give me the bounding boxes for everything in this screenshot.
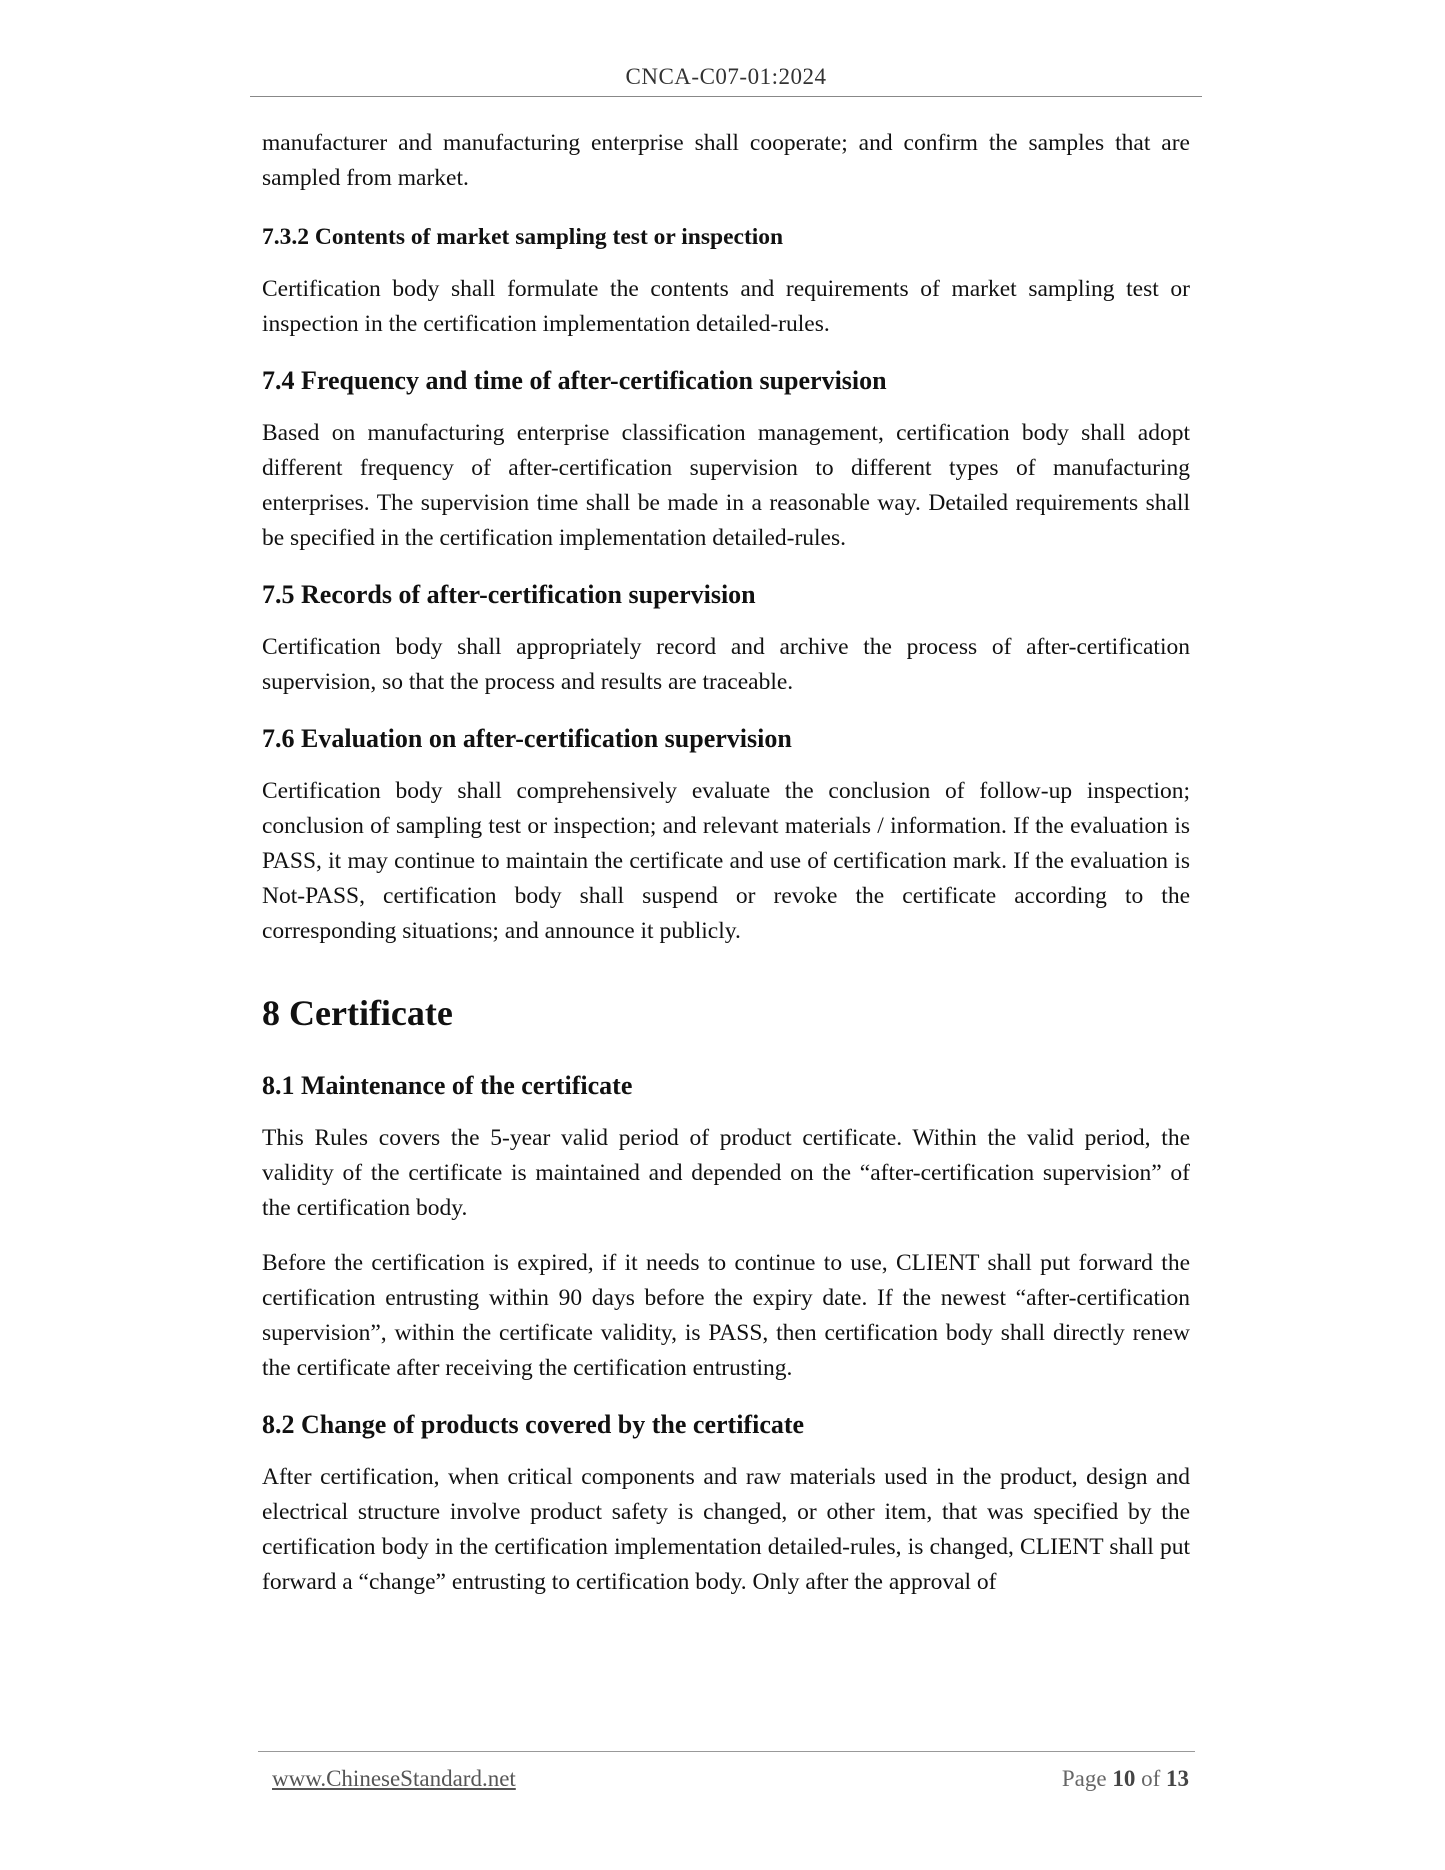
footer-divider: [258, 1751, 1195, 1752]
paragraph-8-1-b: Before the certification is expired, if it needs to continue to use, CLIENT shall put forward the certification entrusting within 90 days before the expiry date. If the newest “after-certification supervision”, within the certificate validity, is PASS, then certification body shall directly renew the certificate after receiving the certification entrusting.: [262, 1250, 1190, 1381]
page-total: 13: [1166, 1766, 1189, 1791]
page-word: Page: [1061, 1766, 1107, 1791]
heading-7-6: 7.6 Evaluation on after-certification supervision: [262, 724, 792, 753]
heading-8-1: 8.1 Maintenance of the certificate: [262, 1071, 633, 1100]
heading-8-2: 8.2 Change of products covered by the certificate: [262, 1410, 805, 1439]
page-content: [262, 126, 1190, 1600]
paragraph-7-5: Certification body shall appropriately record and archive the process of after-certification supervision, so that the process and results are traceable.: [262, 634, 1190, 695]
footer-website-link[interactable]: www.ChineseStandard.net: [272, 1766, 516, 1791]
page-number: [1062, 1766, 1189, 1792]
document-code-header: CNCA-C07-01:2024: [625, 64, 827, 89]
heading-7-4: 7.4 Frequency and time of after-certification supervision: [262, 366, 887, 395]
page-current: 10: [1112, 1766, 1136, 1791]
paragraph-7-6: Certification body shall comprehensively evaluate the conclusion of follow-up inspection; conclusion of sampling test or inspection; and relevant materials / information. If the evaluation is PASS, it may continue to maintain the certificate and use of certification mark. If the evaluation is Not-PASS, certification body shall suspend or revoke the certificate according to the corresponding situations; and announce it publicly.: [262, 778, 1190, 944]
paragraph-continuation: manufacturer and manufacturing enterprise shall cooperate; and confirm the samples that are sampled from market.: [262, 130, 1190, 191]
of-word: of: [1141, 1766, 1161, 1791]
paragraph-7-3-2: Certification body shall formulate the contents and requirements of market sampling test or inspection in the certification implementation detailed-rules.: [262, 276, 1190, 337]
heading-8: 8 Certificate: [262, 993, 453, 1033]
paragraph-8-1-a: This Rules covers the 5-year valid period of product certificate. Within the valid period, the validity of the certificate is maintained and depended on the “after-certification supervision” of the certification body.: [262, 1125, 1190, 1221]
paragraph-7-4: Based on manufacturing enterprise classification management, certification body shall adopt different frequency of after-certification supervision to different types of manufacturing enterprises. The supervision time shall be made in a reasonable way. Detailed requirements shall be specified in the certification implementation detailed-rules.: [262, 420, 1190, 551]
heading-7-3-2: 7.3.2 Contents of market sampling test or inspection: [262, 224, 784, 250]
header-divider: [250, 96, 1202, 97]
paragraph-8-2: After certification, when critical components and raw materials used in the product, design and electrical structure involve product safety is changed, or other item, that was specified by the certification body in the certification implementation detailed-rules, is changed, CLIENT shall put forward a “change” entrusting to certification body. Only after the approval of: [262, 1464, 1190, 1595]
heading-7-5: 7.5 Records of after-certification supervision: [262, 580, 756, 609]
